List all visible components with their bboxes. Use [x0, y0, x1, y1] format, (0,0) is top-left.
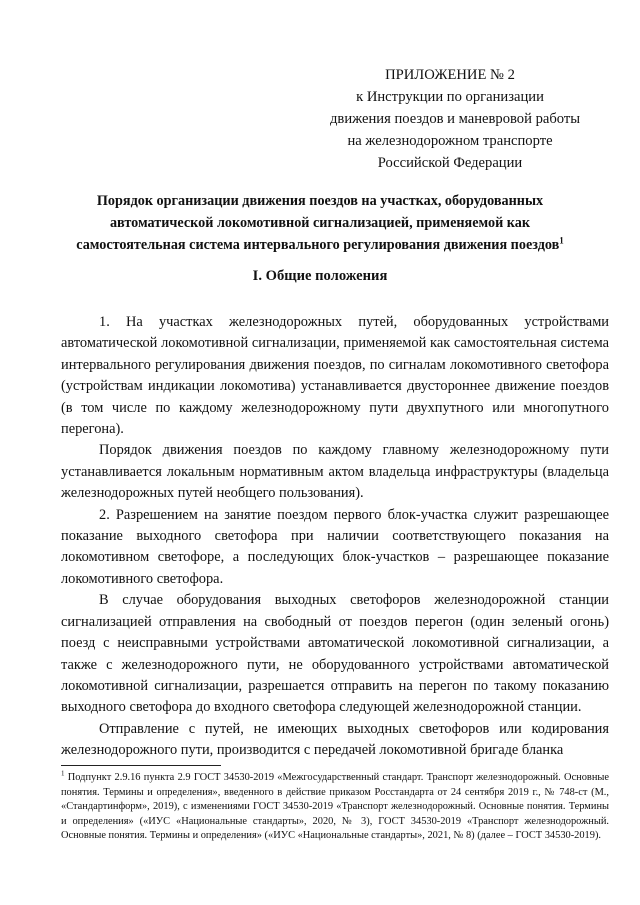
section-heading: I. Общие положения: [252, 268, 388, 284]
footnote: [61, 771, 609, 844]
paragraph-2: Порядок движения поездов по каждому главному железнодорожному пути устанавливается локальным нормативным актом владельца инфраструктуры (владельца железнодорожных путей необщего пользования).: [61, 442, 609, 502]
document-title: [40, 190, 600, 256]
footnote-mark: 1: [61, 769, 65, 778]
appendix-line: Российской Федерации: [377, 155, 523, 171]
appendix-line: на железнодорожном транспорте: [347, 133, 553, 149]
paragraph-4: В случае оборудования выходных светофоров железнодорожной станции сигнализацией отправления на свободный от поездов перегон (один зеленый огонь) поезд с неисправными устройствами автоматической локомотивной сигнализации, а также с железнодорожного пути, не оборудованного устройствами автоматической локомотивной сигнализации, разрешается отправить на перегон по такому показанию выходного светофора до входного светофора следующей железнодорожной станции.: [61, 592, 609, 716]
paragraph-3: 2. Разрешением на занятие поездом первого блок-участка служит разрешающее показание выходного светофора при наличии соответствующего показания на локомотивном светофоре, а последующих блок-участков – разрешающее показание локомотивного светофора.: [61, 506, 609, 587]
appendix-header: [330, 64, 581, 174]
title-line: автоматической локомотивной сигнализацией, применяемой как: [109, 215, 531, 231]
appendix-line: движения поездов и маневровой работы: [330, 111, 581, 127]
appendix-line: к Инструкции по организации: [356, 89, 544, 105]
appendix-number: ПРИЛОЖЕНИЕ № 2: [385, 67, 515, 83]
title-line-last: [40, 234, 600, 256]
paragraph-5: Отправление с путей, не имеющих выходных светофоров или кодирования железнодорожного пути, производится с передачей локомотивной бригаде бланка: [61, 720, 609, 759]
title-line: самостоятельная система интервального регулирования движения поездов: [76, 237, 560, 253]
footnote-reference: 1: [559, 235, 564, 246]
footnote-separator: [61, 765, 221, 766]
paragraph-1: 1. На участках железнодорожных путей, оборудованных устройствами автоматической локомотивной сигнализации, применяемой как самостоятельная система интервального регулирования движения поездов, по сигналам локомотивного светофора (устройствам индикации локомотива) устанавливается двустороннее движение поездов (в том числе по каждому железнодорожному пути двухпутного или многопутного перегона).: [61, 314, 609, 438]
footnote-text: Подпункт 2.9.16 пункта 2.9 ГОСТ 34530-2019 «Межгосударственный стандарт. Транспорт железнодорожный. Основные понятия. Термины и определения», введенного в действие приказом Росстандарта от 24 сентября 2019 г., № 748-ст (М., «Стандартинформ», 2019), с изменениями ГОСТ 34530-2019 «Транспорт железнодорожный. Основные понятия. Термины и определения» («ИУС «Национальные стандарты», 2020, № 3), ГОСТ 34530-2019 «Транспорт железнодорожный. Основные понятия. Термины и определения» («ИУС «Национальные стандарты», 2021, № 8) (далее – ГОСТ 34530-2019).: [61, 772, 609, 842]
document-body: [61, 312, 609, 762]
title-line: Порядок организации движения поездов на участках, оборудованных: [96, 193, 544, 209]
